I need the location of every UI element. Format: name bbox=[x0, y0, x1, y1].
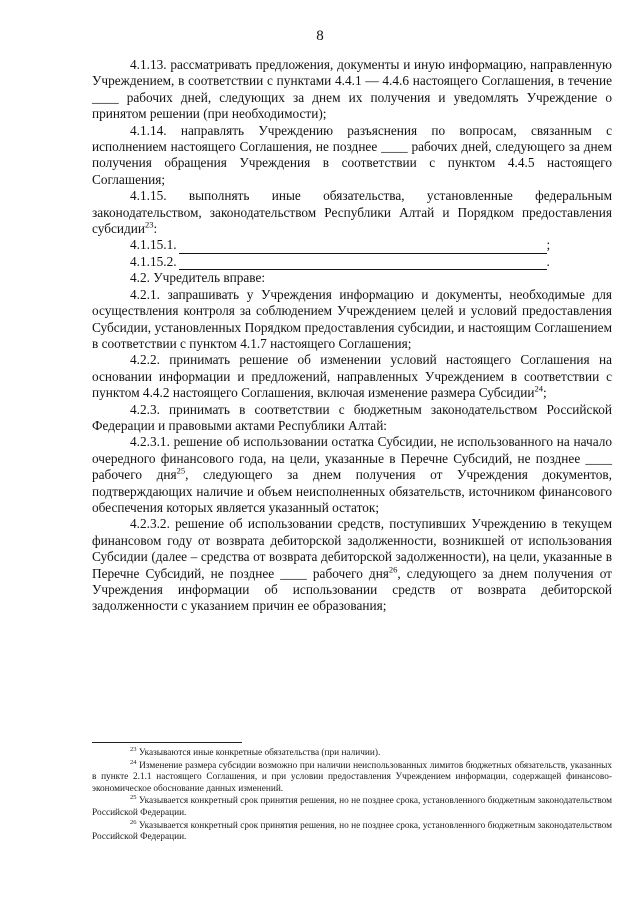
footnote-26: $^{26}$ Указывается конкретный срок принятия решения, но не позднее срока, установленного бюджетным законодательством Российской Федерации. bbox=[92, 818, 613, 843]
paragraph-4-1-13: 4.1.13. рассматривать предложения, документы и иную информацию, направленную Учреждением, в соответствии с пунктами 4.4.1 — 4.4.6 настоящего Соглашения, в течение ____ рабочих дней, следующих за днем их получения и уведомлять Учреждение о принятом решении (при необходимости); bbox=[92, 57, 612, 122]
footnote-23: $^{23}$ Указываются иные конкретные обязательства (при наличии). bbox=[130, 745, 381, 758]
fill-line-4-1-15-2: 4.1.15.2. . bbox=[130, 253, 550, 269]
paragraph-4-2-3-2: 4.2.3.2. решение об использовании средств, поступивших Учреждению в текущем финансовом году от возврата дебиторской задолженности, возникшей от использования Субсидии (далее – средства от возврата дебиторской задолженности), на цели, указанные в Перечне Субсидий, не позднее ____ рабочего дня$^{26}$, следующего за днем получения от Учреждения информации об использовании средств от возврата дебиторской задолженности с указанием причин ее образования; bbox=[92, 516, 612, 614]
paragraph-4-2-3: 4.2.3. принимать в соответствии с бюджетным законодательством Российской Федерации и правовыми актами Республики Алтай: bbox=[92, 401, 612, 433]
footnote-divider bbox=[92, 742, 242, 743]
blank-field bbox=[179, 257, 547, 270]
paragraph-4-2-3-1: 4.2.3.1. решение об использовании остатка Субсидии, не использованного на начало очередного финансового года, на цели, указанные в Перечне Субсидий, не позднее ____ рабочего дня$^{25}$, следующего за днем получения от Учреждения документов, подтверждающих наличие и объем неисполненных обязательств, источником финансового обеспечения которых является указанный остаток; bbox=[92, 434, 612, 515]
paragraph-4-2: 4.2. Учредитель вправе: bbox=[130, 270, 266, 286]
page-number: 8 bbox=[316, 28, 324, 44]
paragraph-4-1-15: 4.1.15. выполнять иные обязательства, установленные федеральным законодательством, законодательством Республики Алтай и Порядком предоставления субсидии$^{23}$: bbox=[92, 188, 612, 237]
footnotes bbox=[92, 742, 612, 845]
paragraph-4-2-2: 4.2.2. принимать решение об изменении условий настоящего Соглашения на основании информации и предложений, направленных Учреждением в соответствии с пунктом 4.4.2 настоящего Соглашения, включая изменение размера Субсидии$^{24}$; bbox=[92, 352, 612, 401]
footnote-25: $^{25}$ Указывается конкретный срок принятия решения, но не позднее срока, установленного бюджетным законодательством Российской Федерации. bbox=[92, 794, 613, 818]
body-text bbox=[92, 57, 612, 615]
blank-field bbox=[179, 241, 547, 254]
fill-line-4-1-15-1: 4.1.15.1. ; bbox=[130, 237, 551, 253]
paragraph-4-1-14: 4.1.14. направлять Учреждению разъяснения по вопросам, связанным с исполнением настоящего Соглашения, не позднее ____ рабочих дней, следующего за днем получения обращения Учреждения в соответствии с пунктом 4.4.5 настоящего Соглашения; bbox=[92, 122, 612, 187]
footnote-24: $^{24}$ Изменение размера субсидии возможно при наличии неиспользованных лимитов бюджетных обязательств, указанных в пункте 2.1.1 настоящего Соглашения, и при условии предоставления Учреждением информации, содержащей финансово-экономическое обоснование данных изменений. bbox=[92, 758, 613, 794]
paragraph-4-2-1: 4.2.1. запрашивать у Учреждения информацию и документы, необходимые для осуществления контроля за соблюдением Учреждением целей и условий предоставления Субсидии, установленных Порядком предоставления субсидии, и настоящим Соглашением в соответствии с пунктом 4.1.7 настоящего Соглашения; bbox=[92, 286, 612, 351]
